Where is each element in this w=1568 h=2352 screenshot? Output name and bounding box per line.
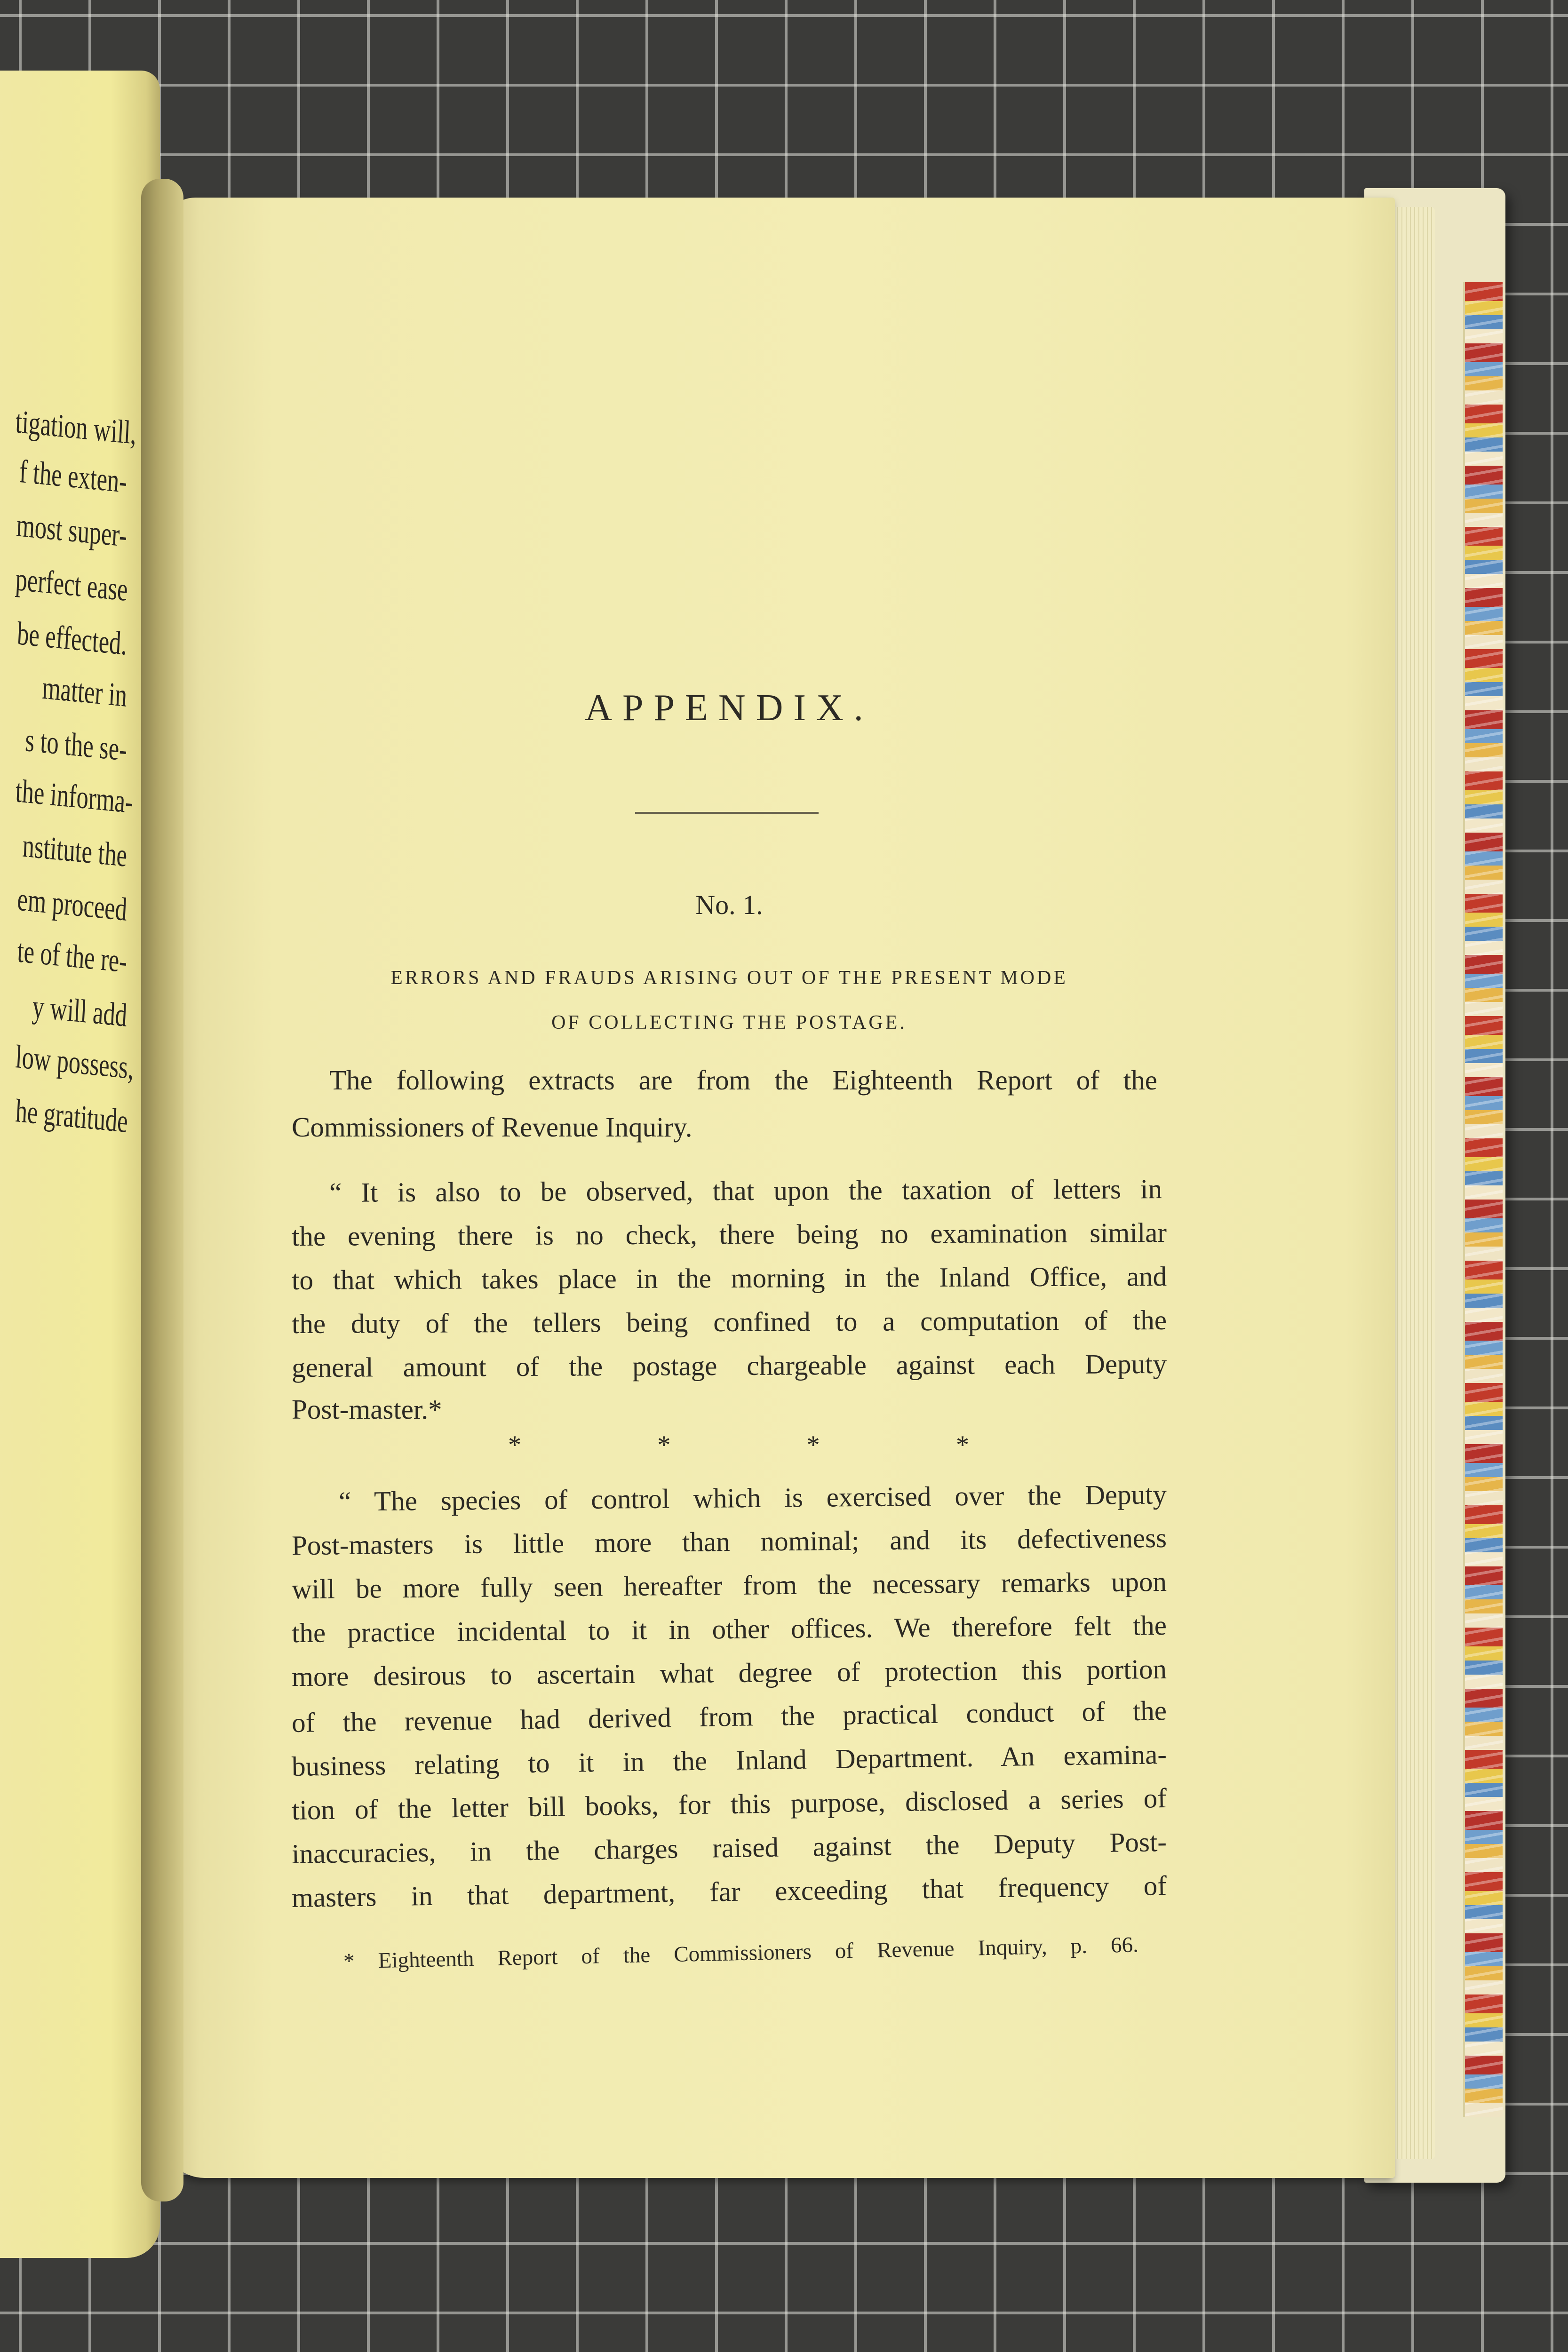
section-heading: OF COLLECTING THE POSTAGE. xyxy=(551,1012,907,1033)
intro-line: Commissioners of Revenue Inquiry. xyxy=(292,1112,692,1143)
book-gutter xyxy=(141,179,183,2201)
section-break xyxy=(508,1430,969,1460)
left-page-line: y will add xyxy=(32,988,128,1034)
left-page-line: matter in xyxy=(41,669,128,714)
quote-line: tion of the letter bill books, for this purpose, disclosed a series of xyxy=(291,1782,1167,1826)
quote-line: general amount of the postage chargeable against each Deputy xyxy=(291,1348,1167,1383)
left-page-line: the informa- xyxy=(15,773,134,821)
left-page-line: perfect ease xyxy=(15,561,129,609)
left-page-line: be effected. xyxy=(16,615,128,662)
left-page xyxy=(0,71,160,2258)
asterisk: * xyxy=(806,1430,820,1460)
quote-line: the duty of the tellers being confined to a computation of the xyxy=(291,1304,1167,1340)
asterisk: * xyxy=(657,1430,671,1460)
left-page-line: s to the se- xyxy=(24,722,128,768)
quote-line: will be more fully seen hereafter from the necessary remarks upon xyxy=(291,1565,1167,1605)
quote-line: “ The species of control which is exercised over the Deputy xyxy=(338,1478,1167,1517)
footnote: * Eighteenth Report of the Commissioners of Revenue Inquiry, p. 66. xyxy=(343,1932,1139,1974)
title-divider xyxy=(635,812,819,814)
quote-line: Post-master.* xyxy=(292,1394,442,1425)
page-title: APPENDIX. xyxy=(585,687,874,729)
quote-line: more desirous to ascertain what degree of protection this portion xyxy=(291,1653,1167,1692)
asterisk: * xyxy=(955,1430,969,1460)
left-page-line: em proceed xyxy=(16,881,128,928)
section-heading: ERRORS AND FRAUDS ARISING OUT OF THE PRESENT MODE xyxy=(390,967,1068,989)
marbled-edge xyxy=(1463,282,1503,2117)
asterisk: * xyxy=(508,1430,521,1460)
left-page-line: most super- xyxy=(16,507,128,554)
quote-line: masters in that department, far exceeding that frequency of xyxy=(291,1870,1167,1913)
quote-line: the evening there is no check, there being no examination similar xyxy=(291,1216,1167,1252)
left-page-line: low possess, xyxy=(15,1039,135,1087)
left-page-line: f the exten- xyxy=(18,453,128,500)
left-page-line: nstitute the xyxy=(22,827,128,874)
quote-line: inaccuracies, in the charges raised against the Deputy Post- xyxy=(291,1826,1167,1869)
left-page-line: tigation will, xyxy=(15,404,137,452)
quote-line: the practice incidental to it in other offices. We therefore felt the xyxy=(291,1609,1167,1649)
intro-line: The following extracts are from the Eighteenth Report of the xyxy=(329,1065,1157,1096)
document-number: No. 1. xyxy=(695,890,763,920)
quote-line: Post-masters is little more than nominal; and its defectiveness xyxy=(291,1522,1167,1561)
left-page-line: te of the re- xyxy=(16,933,128,980)
quote-line: business relating to it in the Inland Department. An examina- xyxy=(291,1739,1167,1782)
quote-line: to that which takes place in the morning in the Inland Office, and xyxy=(291,1260,1167,1296)
quote-line: of the revenue had derived from the practical conduct of the xyxy=(291,1695,1167,1738)
quote-line: “ It is also to be observed, that upon the taxation of letters in xyxy=(329,1173,1162,1208)
left-page-line: he gratitude xyxy=(15,1093,129,1140)
